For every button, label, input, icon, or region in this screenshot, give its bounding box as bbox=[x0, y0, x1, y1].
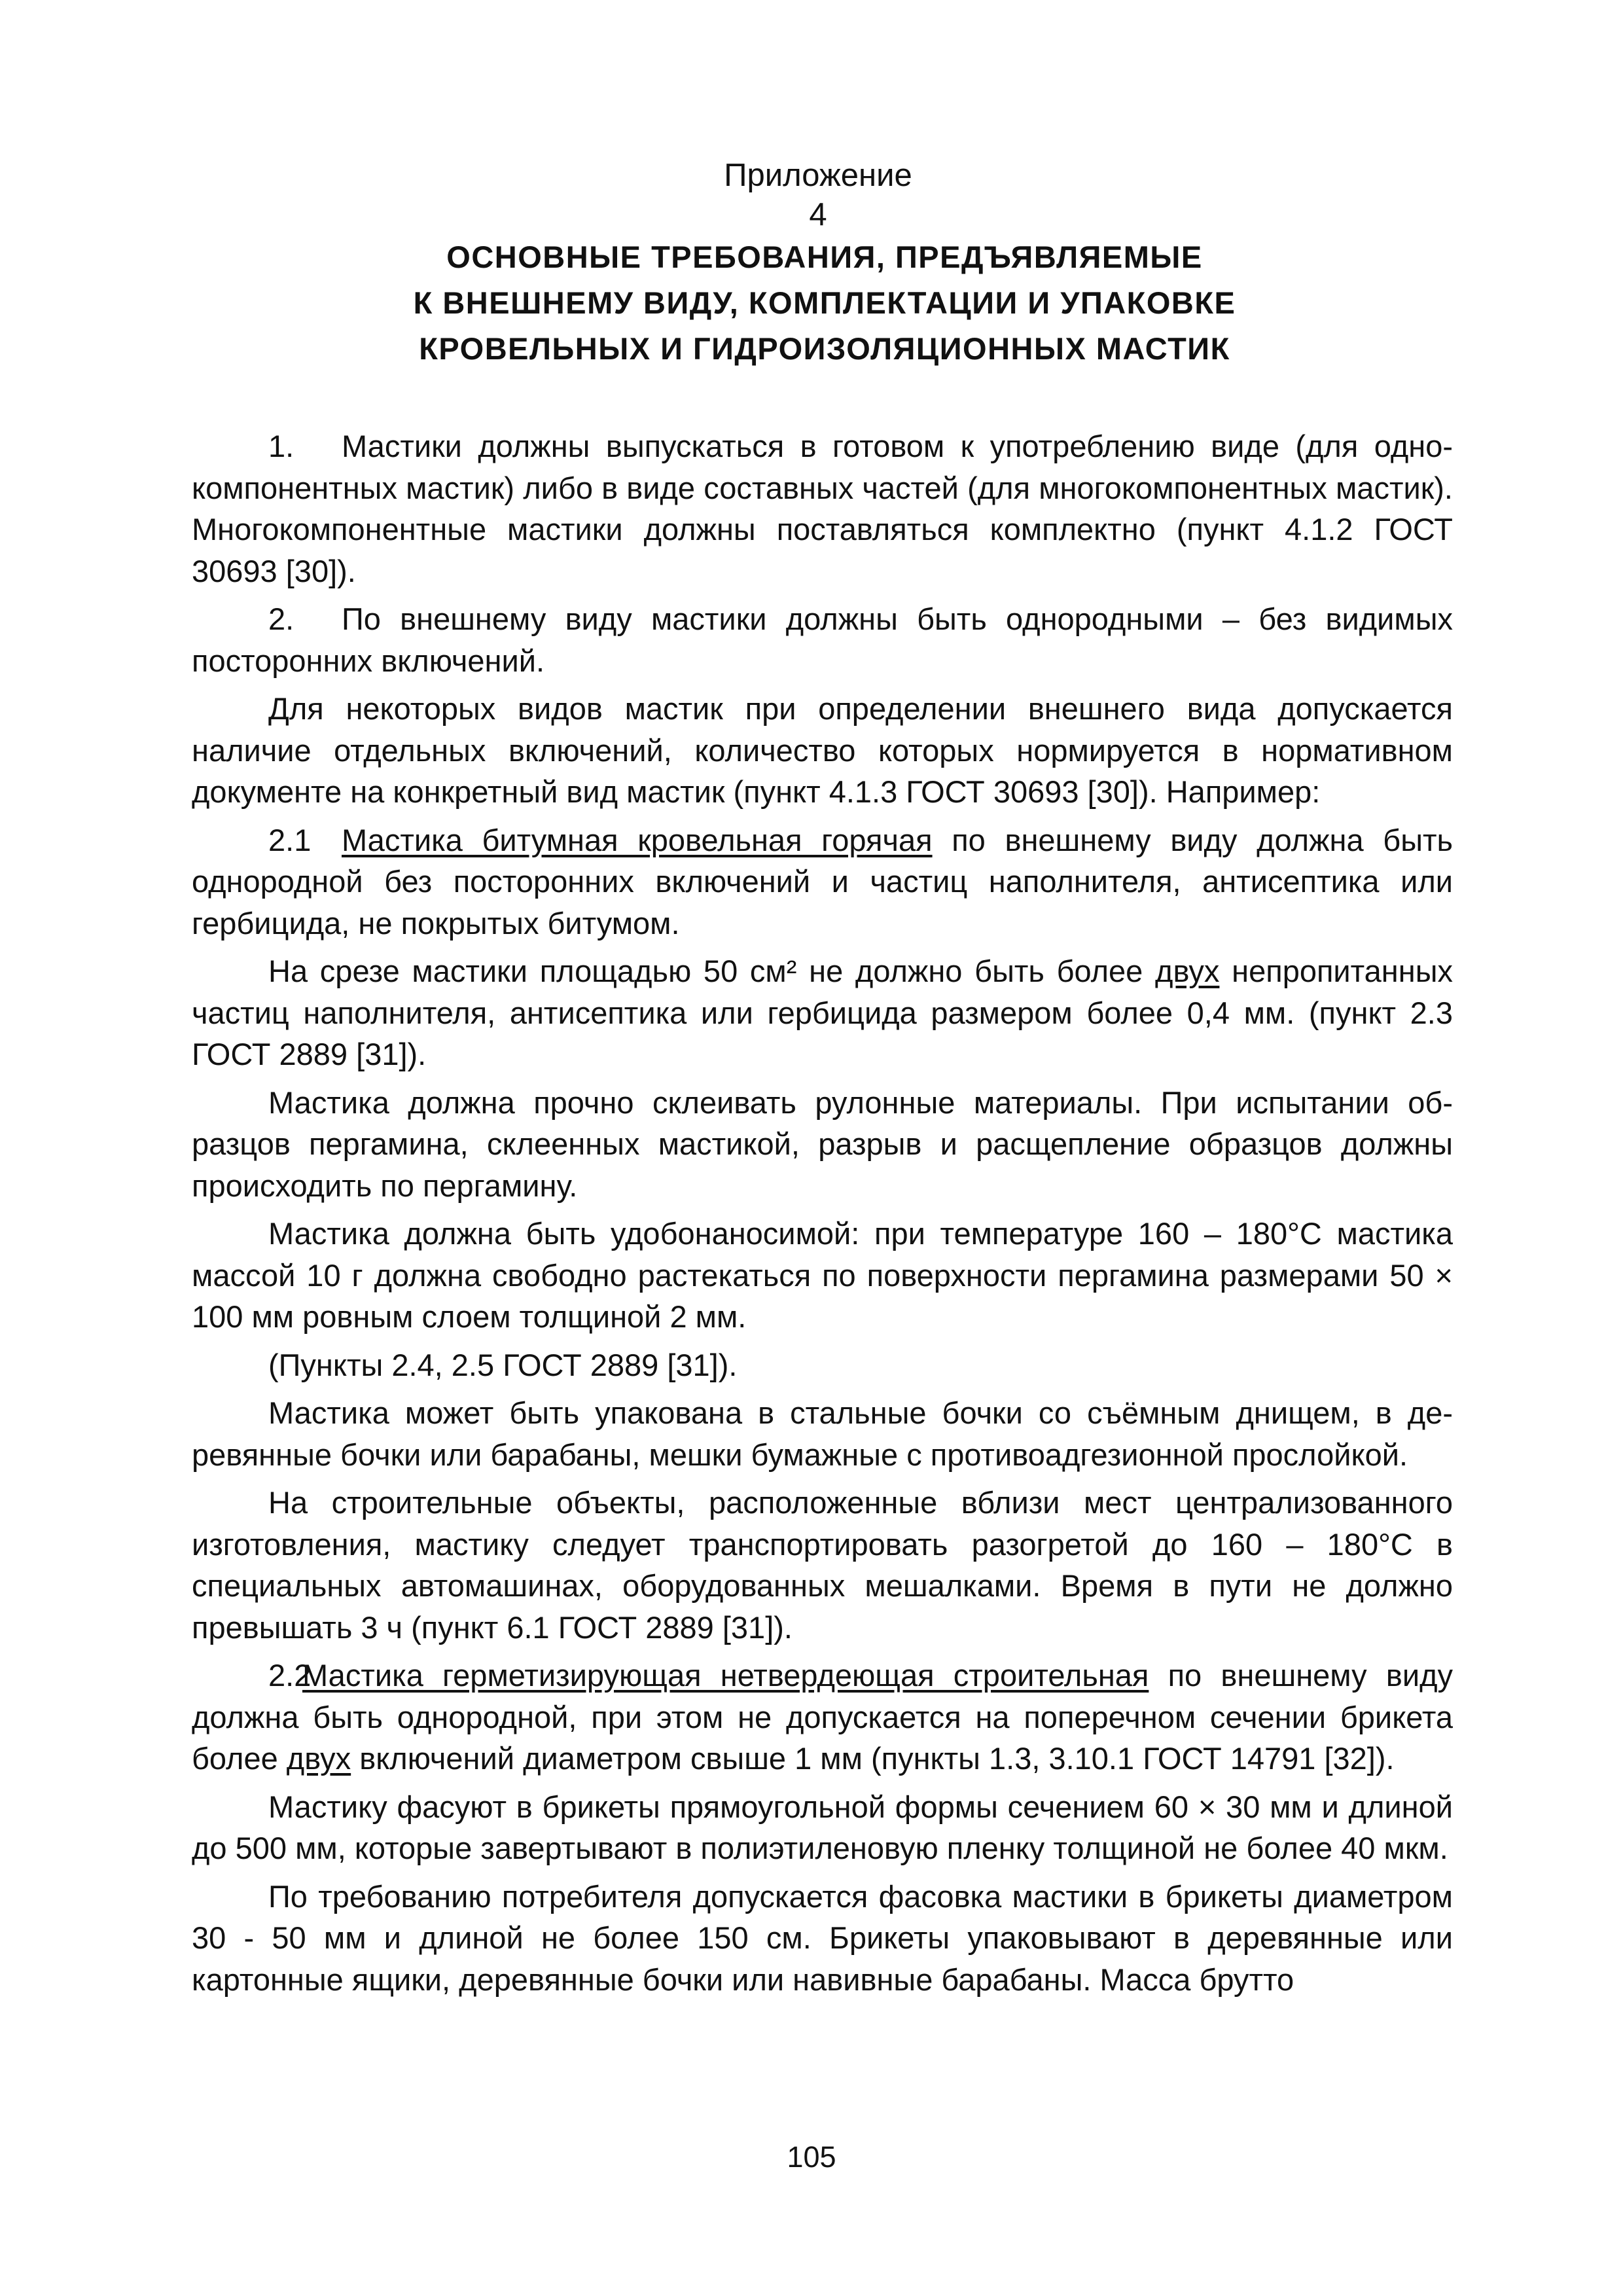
document-body bbox=[192, 425, 1453, 2007]
paragraph-3: Для некоторых видов мастик при определении внешнего вида допускается наличие отдельных включений, количество которых нормируется в нормативном документе на конкретный вид мастик (пункт 4.1.3 ГОСТ 30693 [30]). Например: bbox=[192, 691, 1453, 809]
paragraph-13: По требованию потребителя допускается фасовка мастики в брикеты диаметром 30 - 50 мм и длиной не более 150 см. Брикеты упаковывают в деревянные или картонные ящики, деревянные бочки или навивные барабаны. Масса брутто bbox=[192, 1878, 1453, 1997]
paragraph-12: Мастику фасуют в брикеты прямоугольной формы сечением 60 × 30 мм и длиной до 500 мм, которые завертывают в полиэтиленовую пленку толщиной не более 40 мкм. bbox=[192, 1789, 1453, 1865]
paragraph-2-1 bbox=[192, 819, 1453, 944]
paragraph-text: По внешнему виду мастики должны быть однородными – без видимых посторонних включений. bbox=[192, 601, 1453, 678]
paragraph-number: 2.2 bbox=[268, 1658, 312, 1693]
paragraph-text: непропитанных частиц наполнителя, антисептика или гербицида размером более 0,4 мм. (пункт 2.3 ГОСТ 2889 [31]). bbox=[192, 954, 1454, 1071]
paragraph-text: На срезе мастики площадью 50 см² не должно быть более bbox=[268, 954, 1156, 988]
underlined-term: Мастика герметизирующая нетвердеющая строительная bbox=[302, 1658, 1149, 1693]
paragraph-text: включений диаметром свыше 1 мм (пункты 1.3, 3.10.1 ГОСТ 14791 [32]). bbox=[351, 1741, 1395, 1776]
page-number: 105 bbox=[787, 2140, 836, 2174]
title-line-2: К ВНЕШНЕМУ ВИДУ, КОМПЛЕКТАЦИИ И УПАКОВКЕ bbox=[413, 285, 1236, 320]
paragraph-number: 2.1 bbox=[268, 822, 312, 857]
paragraph-1 bbox=[192, 425, 1453, 592]
paragraph-8: (Пункты 2.4, 2.5 ГОСТ 2889 [31]). bbox=[268, 1347, 738, 1382]
underlined-word: двух bbox=[1155, 954, 1220, 988]
document-title bbox=[190, 234, 1459, 372]
paragraph-2 bbox=[192, 598, 1453, 681]
paragraph-2-2 bbox=[192, 1655, 1453, 1780]
paragraph-10: На строительные объекты, расположенные вблизи мест централизованного изготовления, мастику следует транспортировать разогретой до 160 – 180°С в специальных автомашинах, оборудованных мешалками. Время в пути не должно превышать 3 ч (пункт 6.1 ГОСТ 2889 [31]). bbox=[192, 1485, 1453, 1645]
paragraph-9: Мастика может быть упакована в стальные бочки со съёмным днищем, в деревянные бочки или барабаны, мешки бумажные с противоадгезионной прослойкой. bbox=[192, 1395, 1453, 1472]
paragraph-text: по внешнему виду должна быть однородной без посторонних включений и частиц наполнителя, антисептика или гербицида, не покрытых битумом. bbox=[192, 822, 1454, 941]
appendix-label: Приложение 4 bbox=[724, 158, 912, 232]
underlined-term: Мастика битумная кровельная горячая bbox=[342, 822, 933, 857]
paragraph-7: Мастика должна быть удобонаносимой: при температуре 160 – 180°С мастика массой 10 г должна свободно растекаться по поверхности пергамина размерами 50 × 100 мм ровным слоем толщиной 2 мм. bbox=[192, 1216, 1453, 1334]
underlined-word: двух bbox=[286, 1741, 351, 1776]
title-line-1: ОСНОВНЫЕ ТРЕБОВАНИЯ, ПРЕДЪЯВЛЯЕМЫЕ bbox=[446, 240, 1203, 274]
paragraph-text: по внешнему виду должна быть однородной, при этом не допускается на поперечном сечении брикета более bbox=[192, 1658, 1453, 1776]
paragraph-number: 1. bbox=[268, 429, 294, 463]
paragraph-number: 2. bbox=[268, 601, 294, 636]
paragraph-5 bbox=[192, 950, 1453, 1075]
paragraph-text: Мастики должны выпускаться в готовом к употреблению виде (для однокомпонентных мастик) либо в виде составных частей (для многокомпонентных мастик). Многокомпонентные мастики должны поставляться комплектно (пункт 4.1.2 ГОСТ 30693 [30]). bbox=[192, 429, 1453, 588]
paragraph-6: Мастика должна прочно склеивать рулонные материалы. При испытании образцов пергамина, склеенных мастикой, разрыв и расщепление образцов должны происходить по пергамину. bbox=[192, 1085, 1453, 1203]
title-line-3: КРОВЕЛЬНЫХ И ГИДРОИЗОЛЯЦИОННЫХ МАСТИК bbox=[419, 331, 1230, 366]
